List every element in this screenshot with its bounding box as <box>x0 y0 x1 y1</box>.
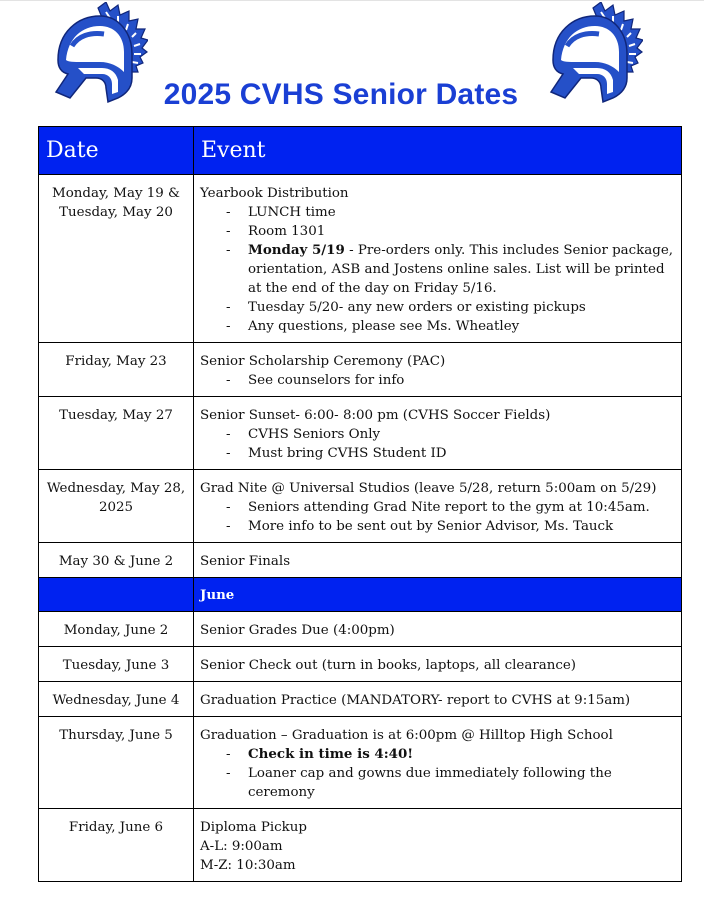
list-item <box>226 203 675 222</box>
table-row <box>39 612 682 647</box>
date-text: Tuesday, May 20 <box>59 205 173 220</box>
event-cell <box>194 397 682 470</box>
event-details-list <box>200 745 675 802</box>
table-row <box>39 543 682 578</box>
page-title: 2025 CVHS Senior Dates <box>163 78 519 111</box>
date-text: Wednesday, May 28, <box>46 481 186 496</box>
month-divider-date-cell <box>39 578 194 612</box>
list-item <box>226 371 675 390</box>
date-cell <box>39 543 194 578</box>
date-text: May 30 & June 2 <box>58 554 174 569</box>
date-text: Tuesday, May 27 <box>59 408 173 423</box>
table-row <box>39 175 682 343</box>
list-item-text: See counselors for info <box>248 373 405 388</box>
list-item-text: CVHS Seniors Only <box>248 427 381 442</box>
event-details-list <box>200 498 675 536</box>
event-details-list <box>200 425 675 463</box>
date-cell <box>39 682 194 717</box>
event-title: Graduation Practice (MANDATORY- report to CVHS at 9:15am) <box>200 693 631 708</box>
date-cell <box>39 612 194 647</box>
table-row <box>39 647 682 682</box>
senior-dates-table <box>38 126 682 882</box>
event-cell <box>194 543 682 578</box>
date-column-header: Date <box>39 127 194 175</box>
date-text: Tuesday, June 3 <box>62 658 170 673</box>
list-item <box>226 444 675 463</box>
list-item-text: LUNCH time <box>248 205 336 220</box>
table-row <box>39 717 682 809</box>
event-title: Senior Sunset- 6:00- 8:00 pm (CVHS Soccer Fields) <box>200 408 551 423</box>
table-body <box>39 175 682 882</box>
event-cell <box>194 470 682 543</box>
table-row <box>39 397 682 470</box>
month-divider-row <box>39 578 682 612</box>
table-row <box>39 682 682 717</box>
bold-text: Check in time is 4:40! <box>248 746 414 762</box>
list-item-text: Tuesday 5/20- any new orders or existing pickups <box>248 300 586 315</box>
event-cell <box>194 343 682 397</box>
event-title: Grad Nite @ Universal Studios (leave 5/28, return 5:00am on 5/29) <box>200 481 657 496</box>
date-cell <box>39 175 194 343</box>
list-item <box>226 498 675 517</box>
event-title: Senior Grades Due (4:00pm) <box>200 623 395 638</box>
event-details-list <box>200 203 675 336</box>
event-cell <box>194 612 682 647</box>
date-text: 2025 <box>98 500 134 515</box>
list-item-text: - Pre-orders only. This includes Senior package, orientation, ASB and Jostens online sales. List will be printed at the end of the day on Friday 5/16. <box>248 243 674 296</box>
list-item <box>226 745 675 764</box>
event-title: Senior Finals <box>200 554 291 569</box>
event-title: Diploma Pickup <box>200 820 307 835</box>
date-cell <box>39 397 194 470</box>
date-cell <box>39 470 194 543</box>
event-detail-line: A-L: 9:00am <box>200 839 283 854</box>
list-item <box>226 317 675 336</box>
date-cell <box>39 717 194 809</box>
date-text: Wednesday, June 4 <box>52 693 180 708</box>
table-row <box>39 809 682 882</box>
event-title: Senior Scholarship Ceremony (PAC) <box>200 354 446 369</box>
list-item <box>226 425 675 444</box>
event-title: Graduation – Graduation is at 6:00pm @ Hilltop High School <box>200 728 613 743</box>
event-title: Yearbook Distribution <box>200 186 349 201</box>
table-header-row <box>39 127 682 175</box>
date-text: Monday, May 19 & <box>52 186 180 201</box>
list-item <box>226 298 675 317</box>
event-column-header: Event <box>194 127 682 175</box>
date-text: Thursday, June 5 <box>59 728 173 743</box>
event-title: Senior Check out (turn in books, laptops, all clearance) <box>200 658 576 673</box>
event-details-list <box>200 371 675 390</box>
list-item-text: Any questions, please see Ms. Wheatley <box>248 319 520 334</box>
date-cell <box>39 647 194 682</box>
bold-text: Monday 5/19 <box>248 242 345 258</box>
date-text: Monday, June 2 <box>63 623 169 638</box>
list-item-text: Seniors attending Grad Nite report to the gym at 10:45am. <box>248 500 650 515</box>
list-item-text: Must bring CVHS Student ID <box>248 446 447 461</box>
date-text: Friday, June 6 <box>68 820 164 835</box>
date-text: Friday, May 23 <box>65 354 167 369</box>
list-item <box>226 222 675 241</box>
date-cell <box>39 343 194 397</box>
date-cell <box>39 809 194 882</box>
list-item-text: Room 1301 <box>248 224 326 239</box>
list-item <box>226 764 675 802</box>
list-item <box>226 241 675 298</box>
event-cell <box>194 175 682 343</box>
list-item-text: More info to be sent out by Senior Advisor, Ms. Tauck <box>248 519 614 534</box>
event-cell <box>194 682 682 717</box>
event-cell <box>194 809 682 882</box>
event-cell <box>194 717 682 809</box>
list-item-text: Loaner cap and gowns due immediately following the ceremony <box>248 766 612 800</box>
event-detail-line: M-Z: 10:30am <box>200 858 296 873</box>
table-row <box>39 343 682 397</box>
table-row <box>39 470 682 543</box>
event-cell <box>194 647 682 682</box>
page-top-border <box>0 0 704 1</box>
month-label: June <box>194 578 682 612</box>
list-item <box>226 517 675 536</box>
